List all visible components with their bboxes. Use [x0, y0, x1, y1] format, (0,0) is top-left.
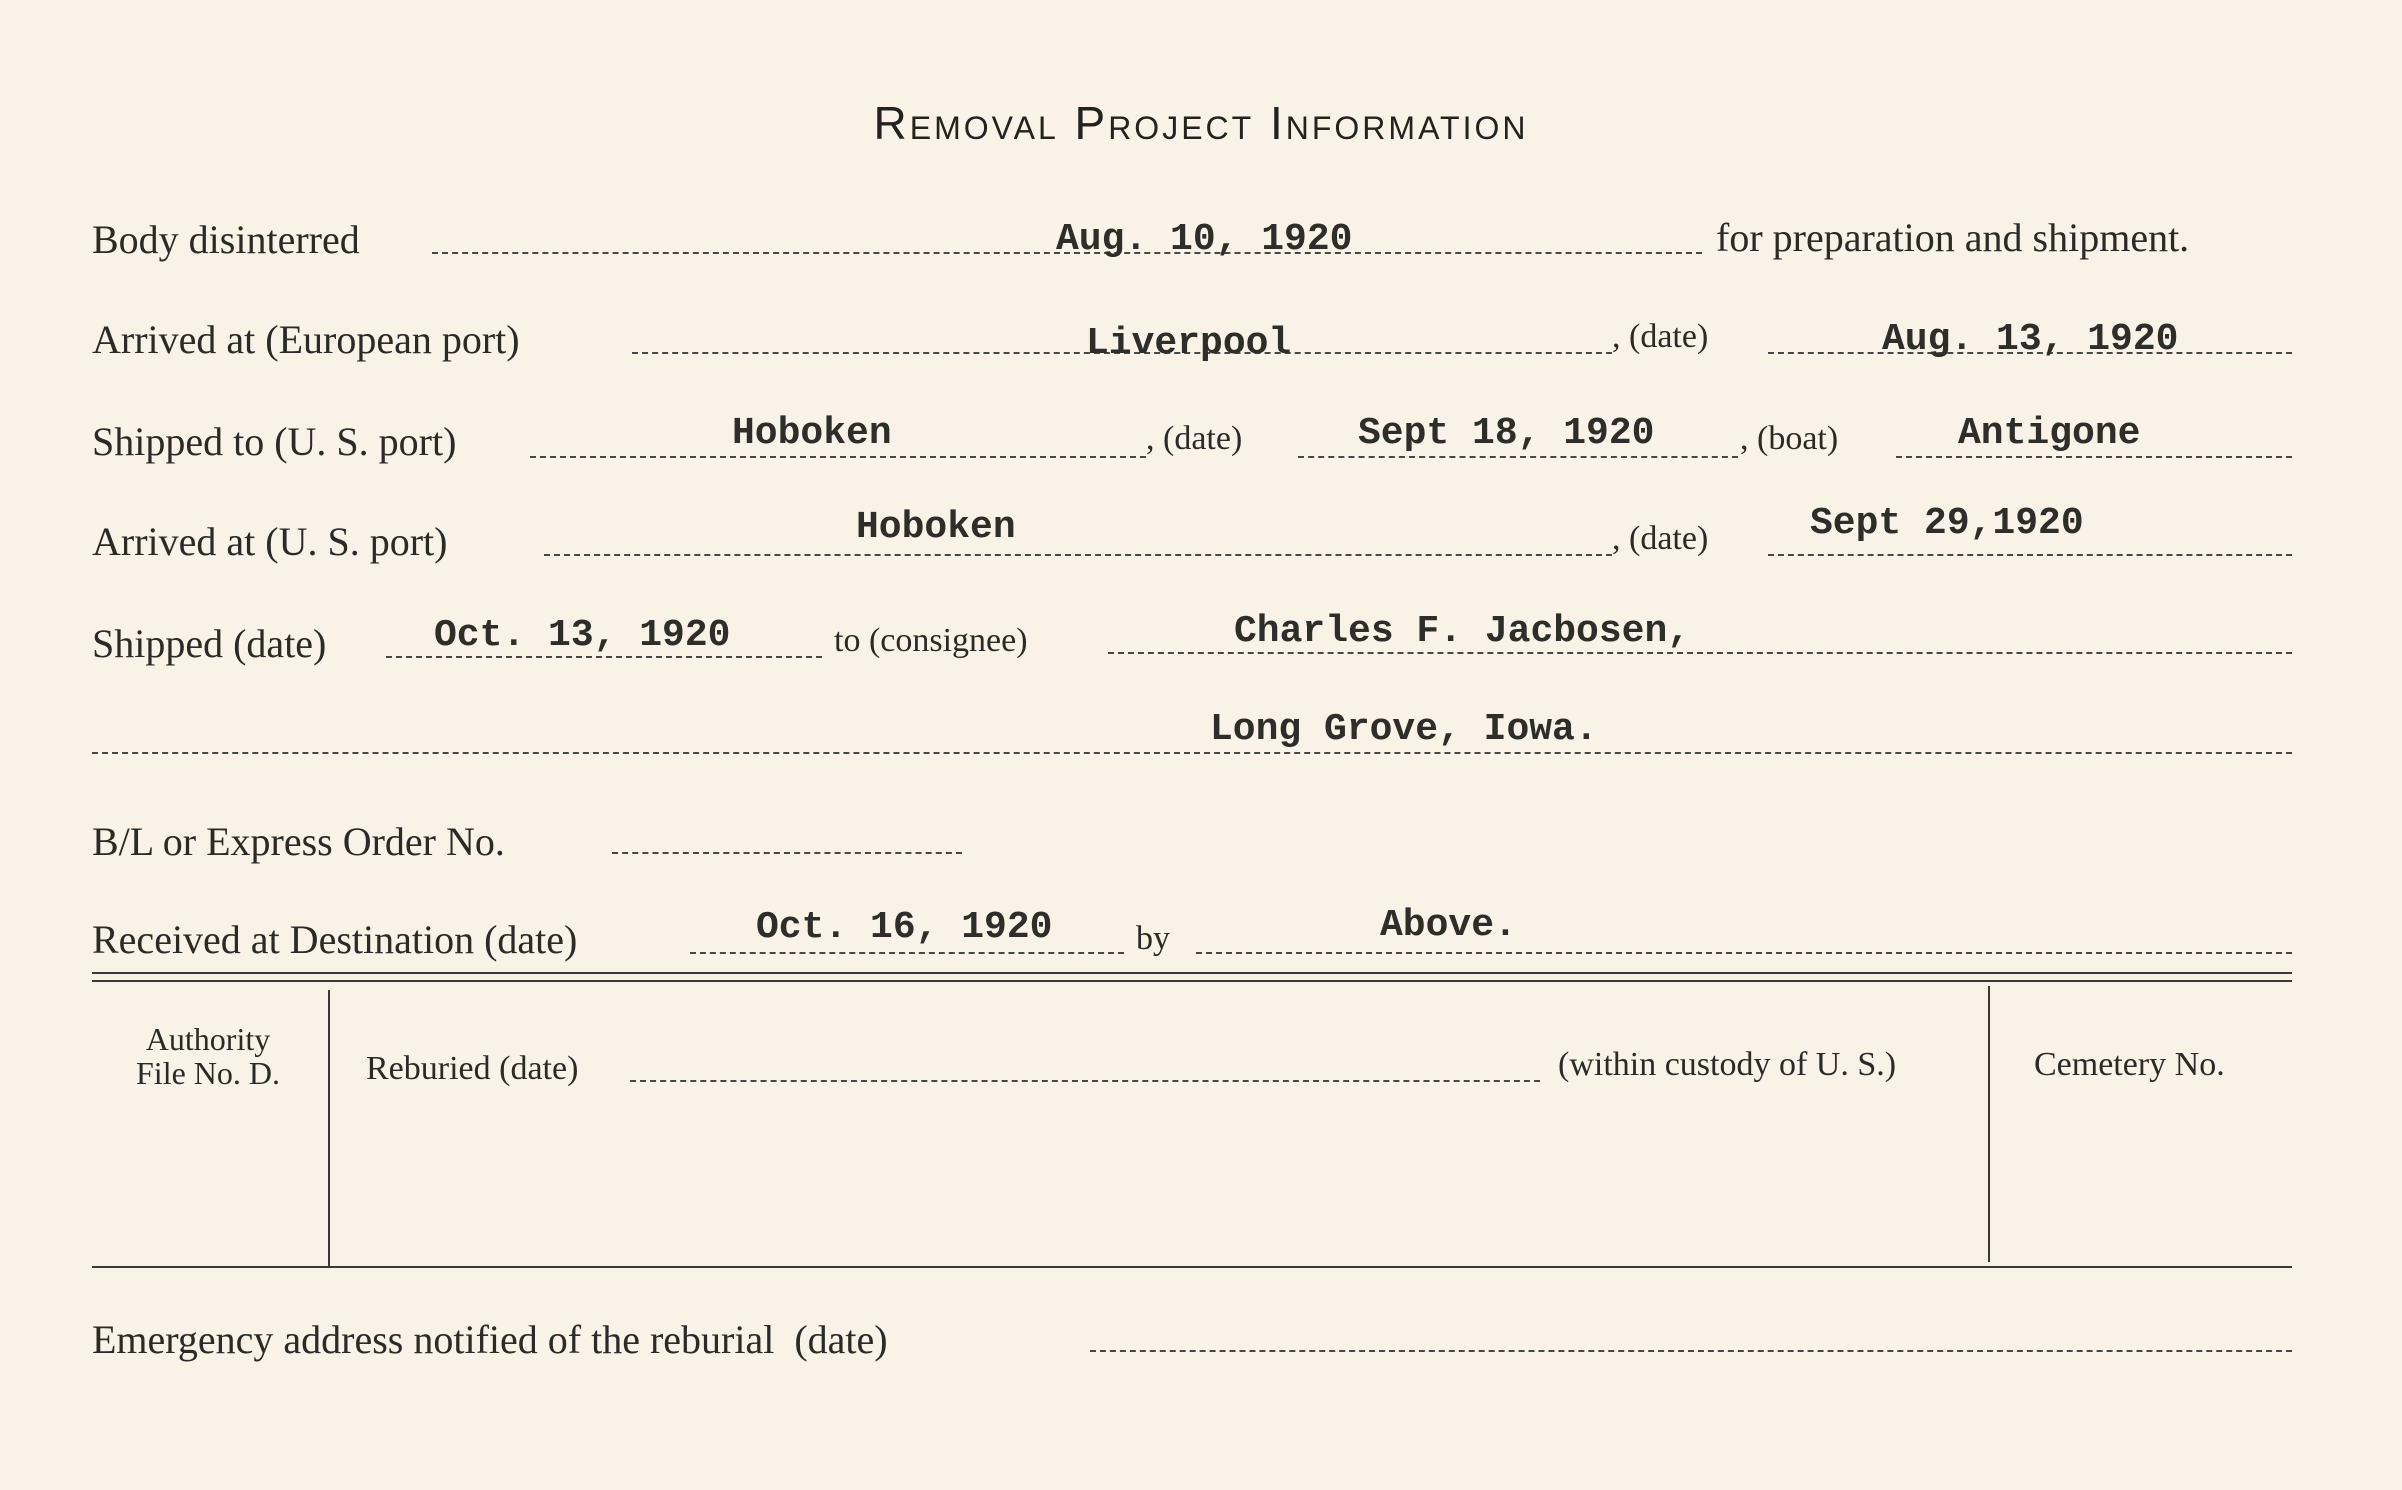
body-disinterred-value: Aug. 10, 1920 [1056, 218, 1353, 261]
shipped-date-label: Shipped (date) [92, 621, 327, 666]
arrived-european-date-label: , (date) [1612, 318, 1709, 355]
box-divider-left [328, 990, 330, 1266]
arrived-european-label: Arrived at (European port) [92, 317, 520, 362]
card-title: Removal Project Information [873, 97, 1529, 149]
custody-label: (within custody of U. S.) [1558, 1046, 1897, 1083]
shipped-us-date-value: Sept 18, 1920 [1358, 412, 1655, 455]
authority-label: Authority File No. D. [136, 1021, 280, 1091]
received-by-line [1196, 952, 2292, 954]
cemetery-label: Cemetery No. [2034, 1046, 2225, 1083]
consignee-address-line [92, 752, 2292, 754]
box-top-rule-2 [92, 980, 2292, 982]
arrived-european-date-value: Aug. 13, 1920 [1882, 318, 2179, 361]
shipped-us-boat-label: , (boat) [1740, 420, 1839, 457]
arrived-us-date-line [1768, 554, 2292, 556]
arrived-us-date-value: Sept 29,1920 [1810, 502, 2084, 545]
received-date-line [690, 952, 1124, 954]
box-bottom-rule [92, 1266, 2292, 1268]
arrived-us-value: Hoboken [856, 506, 1016, 549]
shipped-us-boat-line [1896, 456, 2292, 458]
emergency-line [1090, 1350, 2292, 1352]
shipped-date-value: Oct. 13, 1920 [434, 614, 731, 657]
shipped-us-label: Shipped to (U. S. port) [92, 419, 457, 464]
shipped-us-boat-value: Antigone [1958, 412, 2141, 455]
arrived-us-line [544, 554, 1612, 556]
body-disinterred-label: Body disinterred [92, 217, 360, 262]
box-divider-right [1988, 986, 1990, 1262]
received-label: Received at Destination (date) [92, 917, 578, 962]
arrived-us-label: Arrived at (U. S. port) [92, 519, 448, 564]
shipped-us-date-line [1298, 456, 1738, 458]
box-top-rule-1 [92, 972, 2292, 974]
shipped-us-date-label: , (date) [1146, 420, 1243, 457]
shipped-us-line [530, 456, 1146, 458]
arrived-us-date-label: , (date) [1612, 520, 1709, 557]
reburied-line [630, 1080, 1540, 1082]
consignee-value: Charles F. Jacbosen, [1234, 610, 1691, 653]
reburied-label: Reburied (date) [366, 1050, 579, 1087]
consignee-label: to (consignee) [834, 622, 1028, 659]
received-by-label: by [1136, 920, 1170, 957]
bl-order-label: B/L or Express Order No. [92, 819, 505, 864]
body-disinterred-suffix: for preparation and shipment. [1716, 215, 2190, 260]
consignee-address-value: Long Grove, Iowa. [1210, 708, 1598, 751]
emergency-label: Emergency address notified of the reburial (date) [92, 1317, 888, 1362]
received-by-value: Above. [1380, 904, 1517, 947]
bl-order-line [612, 852, 962, 854]
received-date-value: Oct. 16, 1920 [756, 906, 1053, 949]
shipped-us-value: Hoboken [732, 412, 892, 455]
arrived-european-value: Liverpool [1086, 322, 1292, 365]
